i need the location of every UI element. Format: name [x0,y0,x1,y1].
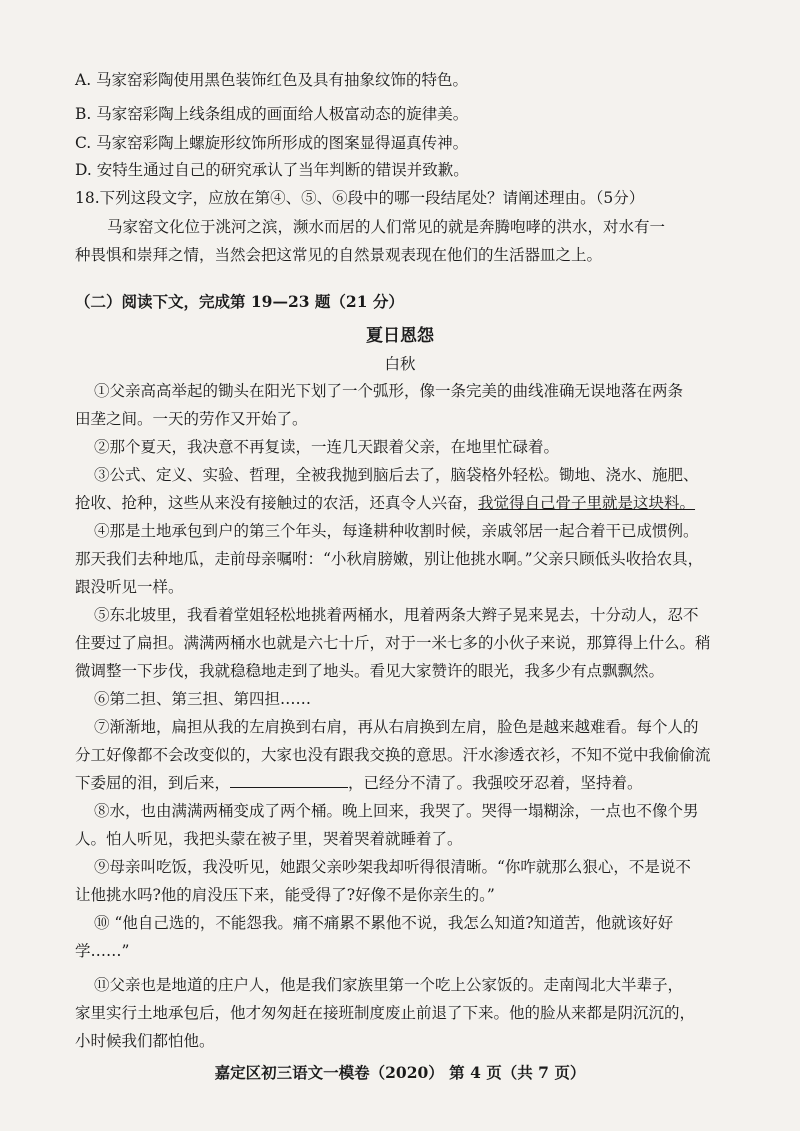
article-title: 夏日恩怨 [366,326,434,346]
paragraph-6-line-1: ⑥第二担、第三担、第四担…… [94,690,312,708]
q18-quote-line-1: 马家窑文化位于洮河之滨，濒水而居的人们常见的就是奔腾咆哮的洪水，对水有一 [107,218,666,236]
paragraph-4-line-2: 那天我们去种地瓜，走前母亲嘱咐：“小秋肩膀嫩，别让他挑水啊。”父亲只顾低头收拾农具， [75,550,704,568]
paragraph-10-line-1: ⑩ “他自己选的，不能怨我。痛不痛累不累他不说，我怎么知道?知道苦，他就该好好 [94,914,674,932]
paragraph-7-line-3 [75,773,643,793]
paragraph-10-line-2: 学……” [75,942,130,960]
option-c: C. 马家窑彩陶上螺旋形纹饰所形成的图案显得逼真传神。 [75,134,469,152]
paragraph-9-line-2: 让他挑水吗?他的肩没压下来，能受得了?好像不是你亲生的。” [75,886,495,904]
paragraph-3-line-1: ③公式、定义、实验、哲理，全被我抛到脑后去了，脑袋格外轻松。锄地、浇水、施肥、 [94,466,699,484]
paragraph-5-line-2: 住要过了扁担。满满两桶水也就是六七十斤，对于一米七多的小伙子来说，那算得上什么。稍 [75,634,711,652]
paragraph-8-line-2: 人。怕人听见，我把头蒙在被子里，哭着哭着就睡着了。 [75,830,463,848]
paragraph-8-line-1: ⑧水，也由满满两桶变成了两个桶。晚上回来，我哭了。哭得一塌糊涂，一点也不像个男 [94,802,699,820]
paragraph-9-line-1: ⑨母亲叫吃饭，我没听见，她跟父亲吵架我却听得很清晰。“你咋就那么狠心，不是说不 [94,858,691,876]
page-footer: 嘉定区初三语文一模卷（2020） 第 4 页（共 7 页） [214,1063,586,1082]
q18-quote-line-2: 种畏惧和崇拜之情，当然会把这常见的自然景观表现在他们的生活器皿之上。 [75,246,603,264]
paragraph-3-text: 抢收、抢种，这些从来没有接触过的农活，还真令人兴奋， [75,494,479,512]
paragraph-7-text-before-blank: 下委屈的泪，到后来， [75,774,231,792]
paragraph-11-line-3: 小时候我们都怕他。 [75,1032,215,1050]
question-18: 18.下列这段文字，应放在第④、⑤、⑥段中的哪一段结尾处？请阐述理由。（5分） [75,189,645,207]
paragraph-7-line-2: 分工好像都不会改变似的，大家也没有跟我交换的意思。汗水渗透衣衫，不知不觉中我偷偷流 [75,746,711,764]
underlined-sentence: 我觉得自己骨子里就是这块料。 [478,494,696,512]
paragraph-4-line-3: 跟没听见一样。 [75,578,184,596]
paragraph-11-line-1: ⑪父亲也是地道的庄户人，他是我们家族里第一个吃上公家饭的。走南闯北大半辈子， [94,976,684,994]
paragraph-11-line-2: 家里实行土地承包后，他才匆匆赶在接班制度废止前退了下来。他的脸从来都是阴沉沉的， [75,1004,696,1022]
article-author: 白秋 [384,355,416,373]
paragraph-5-line-1: ⑤东北坡里，我看着堂姐轻松地挑着两桶水，甩着两条大辫子晃来晃去，十分动人，忍不 [94,606,699,624]
paragraph-5-line-3: 微调整一下步伐，我就稳稳地走到了地头。看见大家赞许的眼光，我多少有点飘飘然。 [75,662,665,680]
paragraph-2-line-1: ②那个夏天，我决意不再复读，一连几天跟着父亲，在地里忙碌着。 [94,438,560,456]
paragraph-3-line-2 [75,493,695,513]
option-a: A. 马家窑彩陶使用黑色装饰红色及具有抽象纹饰的特色。 [75,71,469,89]
paragraph-1-line-2: 田垄之间。一天的劳作又开始了。 [75,410,308,428]
fill-in-blank[interactable] [230,773,348,788]
paragraph-1-line-1: ①父亲高高举起的锄头在阳光下划了一个弧形，像一条完美的曲线准确无误地落在两条 [94,382,684,400]
paragraph-7-text-after-blank: ，已经分不清了。我强咬牙忍着，坚持着。 [348,774,643,792]
option-d: D. 安特生通过自己的研究承认了当年判断的错误并致歉。 [75,161,469,179]
option-b: B. 马家窑彩陶上线条组成的画面给人极富动态的旋律美。 [75,105,469,123]
paragraph-4-line-1: ④那是土地承包到户的第三个年头，每逢耕种收割时候，亲戚邻居一起合着干已成惯例。 [94,522,699,540]
paragraph-7-line-1: ⑦渐渐地，扁担从我的左肩换到右肩，再从右肩换到左肩，脸色是越来越难看。每个人的 [94,718,699,736]
section-heading: （二）阅读下文，完成第 19—23 题（21 分） [75,292,404,311]
